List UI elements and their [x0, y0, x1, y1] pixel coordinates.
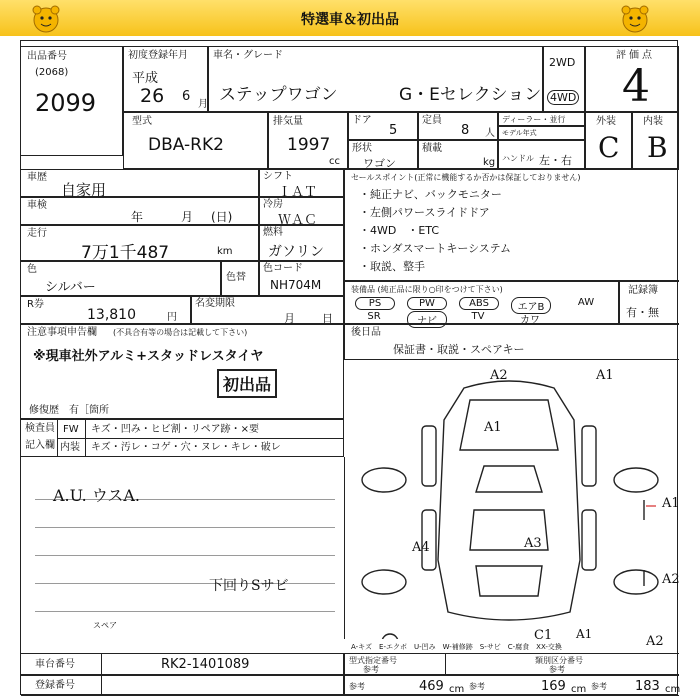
- record-book-label: 記録簿: [628, 285, 658, 296]
- equipment-label: 装備品 (純正品に限り○印をつけて下さい): [351, 285, 503, 294]
- usage-label: 車歴: [27, 172, 47, 183]
- color-change-box: [221, 261, 259, 296]
- score-value: 4: [622, 61, 650, 112]
- displacement-box: [268, 112, 348, 169]
- recycle-label: R券: [27, 299, 44, 310]
- inspector-label-1: 検査員: [25, 423, 55, 434]
- model-code: DBA-RK2: [148, 135, 224, 155]
- dealer-label: ディーラー・並行: [502, 115, 566, 124]
- map-mark-a2-rear: A2: [646, 634, 664, 649]
- class-number-sub: 参考: [549, 665, 565, 674]
- auction-sheet: [20, 40, 681, 695]
- map-mark-a1-right: A1: [662, 496, 680, 511]
- name-change-day: 日: [322, 312, 333, 325]
- length-label: 参考: [349, 682, 365, 691]
- fuel-label: 燃料: [263, 227, 283, 238]
- interior-inspect-items: キズ・汚レ・コゲ・穴・ヌレ・キレ・破レ: [91, 442, 281, 453]
- doors-value: 5: [389, 123, 398, 138]
- shift-value: ＩＡＴ: [278, 185, 318, 200]
- interior-inspect-label: 内装: [60, 442, 80, 453]
- equipment-airbag: エアB: [511, 297, 551, 314]
- ac-box: [259, 197, 344, 228]
- first-listing-stamp: 初出品: [217, 369, 277, 398]
- first-registration-box: [123, 46, 208, 112]
- model-year-box: [498, 126, 585, 140]
- mileage-value: 7万1千487: [81, 243, 170, 263]
- later-items-label: 後日品: [351, 327, 381, 338]
- spare-tire-label: スペア: [93, 621, 117, 630]
- height-unit: cm: [665, 684, 681, 695]
- shift-label: シフト: [263, 171, 293, 182]
- registration-era: 平成: [132, 71, 159, 86]
- interior-label: 内装: [643, 116, 663, 127]
- damage-legend: A-キズ E-エクボ U-凹み W-補修跡 S-サビ C-腐食 XX-交換: [351, 643, 562, 651]
- banner-title: 特選車＆初出品: [301, 12, 399, 28]
- fuel-value: ガソリン: [268, 244, 324, 260]
- listing-number: 2099: [35, 89, 97, 117]
- handle-label: ハンドル: [502, 154, 534, 163]
- car-outline-diagram: [344, 360, 679, 639]
- name-change-month: 月: [284, 312, 295, 325]
- mileage-label: 走行: [27, 228, 47, 239]
- bear-mascot-icon: [617, 3, 653, 35]
- length-value: 469: [419, 679, 444, 694]
- sale-points-box: [344, 169, 679, 281]
- width-label: 参考: [469, 682, 485, 691]
- sale-point-item: ・取説、整手: [359, 260, 425, 273]
- exterior-grade: C: [598, 131, 620, 164]
- sale-points-label: セールスポイント(正常に機能するか否かは保証しておりません): [351, 173, 581, 182]
- later-items-value: 保証書・取説・スペアキー: [393, 343, 525, 356]
- color-code-label: 色コード: [263, 263, 303, 274]
- usage-row: [21, 169, 259, 197]
- type-number-sub: 参考: [363, 665, 379, 674]
- plate-label: 登録番号: [35, 680, 75, 691]
- color-code-value: NH704M: [270, 278, 322, 292]
- model-code-label: 型式: [132, 116, 152, 127]
- interior-grade: B: [647, 131, 668, 164]
- equipment-aw: AW: [577, 297, 595, 308]
- displacement-label: 排気量: [273, 116, 303, 127]
- map-mark-a2-right-rear: A2: [662, 572, 680, 587]
- listing-number-label: 出品番号: [27, 51, 67, 62]
- sale-point-item: ・ホンダスマートキーシステム: [359, 242, 512, 255]
- equipment-ps: PS: [355, 297, 395, 310]
- registration-month: 6: [182, 89, 191, 104]
- usage-value: 自家用: [61, 181, 107, 199]
- exterior-label: 外装: [596, 116, 616, 127]
- handwritten-note-1: A.U. ウスA.: [53, 486, 140, 505]
- notes-sub: (不具合有等の場合は記載して下さい): [113, 328, 248, 337]
- ac-value: ＷＡＣ: [278, 213, 318, 228]
- map-mark-a1-hood: A1: [484, 420, 502, 435]
- width-value: 169: [541, 679, 566, 694]
- registration-year: 26: [140, 85, 165, 107]
- notes-label: 注意事項申告欄: [27, 327, 97, 338]
- equipment-pw: PW: [407, 297, 447, 310]
- shift-box: [259, 169, 344, 200]
- score-label: 評価点: [616, 50, 655, 61]
- first-registration-label: 初度登録年月: [128, 50, 188, 61]
- color-value: シルバー: [45, 280, 96, 295]
- inspector-label-2: 記入欄: [25, 440, 55, 451]
- map-mark-a2-front: A2: [490, 368, 508, 383]
- fw-items: キズ・凹み・ヒビ割・リペア跡・×要: [91, 424, 259, 435]
- color-change-label: 色替: [226, 272, 246, 283]
- equipment-leather: カワ: [520, 315, 540, 326]
- notes-box: [21, 324, 344, 419]
- capacity-box: [418, 112, 498, 140]
- map-mark-a3-roof: A3: [524, 536, 542, 551]
- handle-box: [498, 140, 585, 169]
- sale-point-item: ・純正ナビ、バックモニター: [359, 188, 502, 201]
- color-label: 色: [27, 264, 37, 275]
- equipment-box: [344, 281, 619, 327]
- recycle-unit: 円: [167, 312, 177, 323]
- interior-box: [632, 112, 679, 169]
- equipment-navi: ナビ: [407, 311, 447, 328]
- car-name-label: 車名・グレード: [213, 50, 283, 61]
- plate-row: [21, 675, 344, 696]
- form-label: 形状: [352, 143, 372, 154]
- sale-point-item: ・左側パワースライドドア: [359, 206, 490, 219]
- mileage-unit: km: [217, 246, 233, 257]
- map-mark-a4-left: A4: [412, 540, 430, 555]
- map-mark-c1-rear: C1: [534, 628, 553, 643]
- map-mark-a1-bottom: A1: [576, 627, 593, 641]
- handle-value: 左・右: [539, 154, 572, 167]
- width-unit: cm: [571, 684, 587, 695]
- car-name-box: [208, 46, 543, 112]
- recycle-value: 13,810: [87, 307, 136, 323]
- name-change-box: [191, 296, 344, 324]
- month-unit: 月: [198, 99, 208, 110]
- model-year-label: モデル年式: [502, 129, 537, 137]
- fuel-box: [259, 225, 344, 261]
- type-number-row: [344, 653, 679, 675]
- capacity-value: 8: [461, 123, 470, 138]
- load-label: 積載: [422, 143, 442, 154]
- map-mark-a1-front-right: A1: [596, 368, 614, 383]
- exterior-box: [585, 112, 632, 169]
- height-value: 183: [635, 679, 660, 694]
- repair-history: 修復歴 有［箇所: [29, 405, 109, 416]
- fw-label: FW: [63, 424, 79, 435]
- car-name: ステップワゴン: [219, 85, 338, 105]
- displacement-unit: cc: [329, 156, 340, 167]
- record-book-box: [619, 281, 679, 324]
- length-unit: cm: [449, 684, 465, 695]
- color-row: [21, 261, 221, 296]
- inspection-label: 車検: [27, 200, 47, 211]
- model-code-box: [123, 112, 268, 169]
- inspector-box: [21, 419, 344, 457]
- listing-sub-number: (2068): [35, 67, 69, 78]
- listing-number-box: [21, 46, 123, 156]
- inspection-month: 月: [181, 210, 194, 224]
- drive-4wd-circled: 4WD: [547, 90, 579, 105]
- inspection-year: 年: [131, 210, 144, 224]
- chassis-row: [21, 653, 344, 675]
- doors-box: [348, 112, 418, 140]
- class-number-label: 類別区分番号: [535, 656, 583, 665]
- displacement-value: 1997: [287, 135, 331, 155]
- drive-box: [543, 46, 585, 112]
- equipment-sr: SR: [367, 311, 381, 322]
- color-code-box: [259, 261, 344, 296]
- mileage-row: [21, 225, 259, 261]
- load-unit: kg: [483, 157, 496, 168]
- capacity-label: 定員: [422, 115, 442, 126]
- load-box: [418, 140, 498, 169]
- sale-point-item: ・4WD ・ETC: [359, 224, 440, 237]
- drive-2wd: 2WD: [549, 56, 576, 69]
- recycle-row: [21, 296, 191, 324]
- car-grade: G・Eセレクション: [399, 85, 542, 105]
- later-items-box: [344, 324, 679, 360]
- chassis-label: 車台番号: [35, 659, 75, 670]
- notes-text: ※現車社外アルミ+スタッドレスタイヤ: [33, 349, 264, 364]
- record-book-value: 有・無: [626, 306, 659, 319]
- header-banner: [0, 0, 700, 36]
- form-value: ワゴン: [363, 157, 396, 170]
- handwritten-notes-area: [21, 457, 345, 639]
- dealer-box: [498, 112, 585, 126]
- equipment-abs: ABS: [459, 297, 499, 310]
- ac-label: 冷房: [263, 199, 283, 210]
- score-box: [585, 46, 679, 112]
- inspection-row: [21, 197, 259, 225]
- name-change-label: 名変期限: [195, 298, 235, 309]
- doors-label: ドア: [352, 115, 372, 126]
- chassis-number: RK2-1401089: [161, 657, 250, 672]
- equipment-tv: TV: [471, 311, 485, 322]
- dimensions-row: [344, 675, 679, 696]
- inspection-day: (日): [211, 210, 233, 224]
- handwritten-note-2: 下回りSサビ: [209, 578, 289, 594]
- type-number-label: 型式指定番号: [349, 656, 397, 665]
- capacity-unit: 人: [485, 128, 495, 139]
- height-label: 参考: [591, 682, 607, 691]
- form-box: [348, 140, 418, 169]
